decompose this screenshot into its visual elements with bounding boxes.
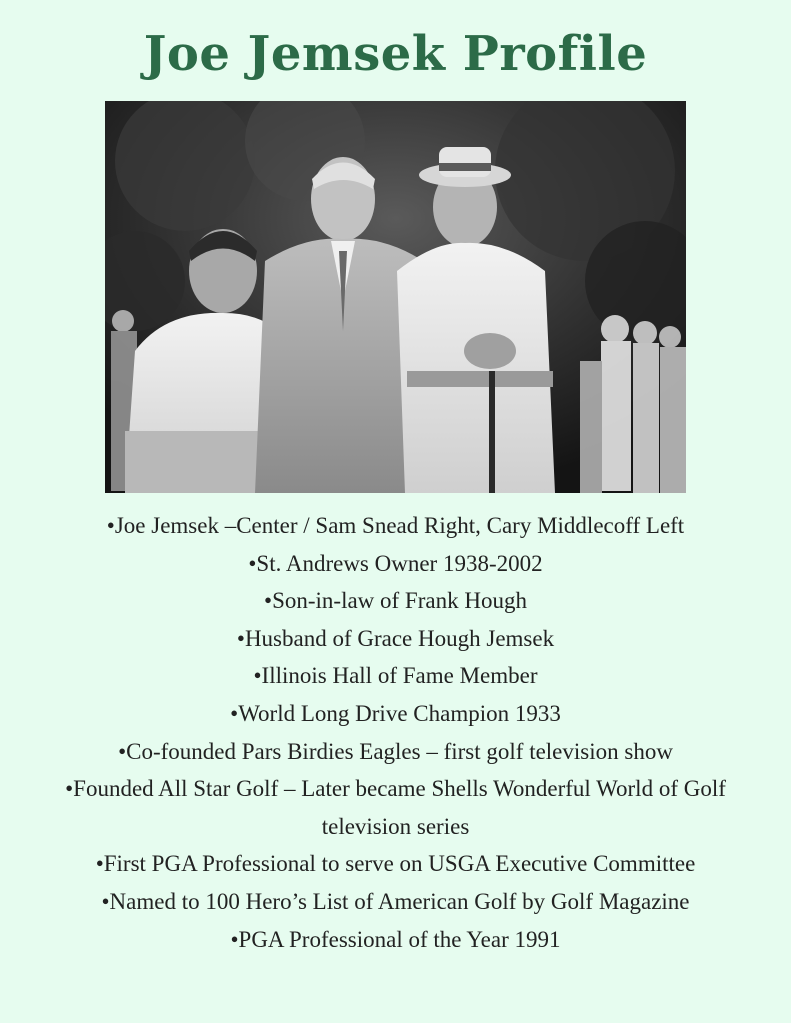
- list-item: •St. Andrews Owner 1938-2002: [248, 550, 543, 576]
- page-title: Joe Jemsek Profile: [143, 26, 648, 82]
- list-item: •Co-founded Pars Birdies Eagles – first golf television show: [118, 738, 673, 764]
- list-item: •Son-in-law of Frank Hough: [264, 588, 527, 614]
- list-item: •First PGA Professional to serve on USGA Executive Committee: [95, 851, 696, 877]
- profile-facts-list: [20, 507, 771, 958]
- list-item: •Founded All Star Golf – Later became Shells Wonderful World of Golf television series: [65, 776, 726, 839]
- list-item: •Joe Jemsek –Center / Sam Snead Right, Cary Middlecoff Left: [106, 513, 685, 538]
- list-item: •Named to 100 Hero’s List of American Golf by Golf Magazine: [101, 888, 690, 914]
- list-item: •Husband of Grace Hough Jemsek: [236, 625, 555, 651]
- photo-illustration: [105, 101, 686, 493]
- historic-golfers-photo: [105, 101, 686, 493]
- list-item: •World Long Drive Champion 1933: [230, 700, 561, 726]
- list-item: •Illinois Hall of Fame Member: [253, 663, 538, 689]
- list-item: •PGA Professional of the Year 1991: [230, 926, 561, 952]
